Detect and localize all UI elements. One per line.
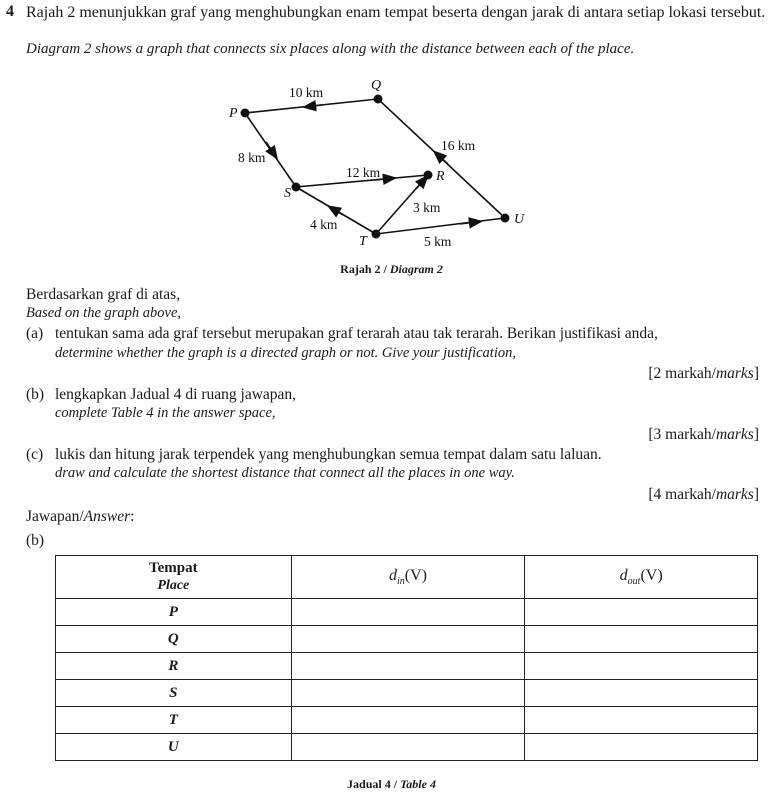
table-header-row — [56, 556, 758, 599]
arrow-t-u — [460, 222, 476, 224]
vertex-r — [424, 171, 433, 180]
arrow-u-q — [438, 155, 448, 164]
vertex-t — [372, 230, 381, 239]
arrow-t-r — [416, 180, 424, 189]
part-a-label: (a) — [26, 325, 44, 342]
cell-din-u[interactable] — [291, 734, 525, 761]
table-caption — [0, 777, 783, 792]
cell-dout-p[interactable] — [525, 599, 758, 626]
diagram-caption — [0, 262, 783, 277]
part-a-english: determine whether the graph is a directed graph or not. Give your justification, — [55, 345, 516, 361]
vertex-label-t: T — [359, 234, 367, 249]
vertex-u — [501, 214, 510, 223]
cell-dout-q[interactable] — [525, 626, 758, 653]
cell-dout-u[interactable] — [525, 734, 758, 761]
table-row — [56, 680, 758, 707]
diagram-caption-malay: Rajah 2 / — [340, 262, 387, 276]
part-c-english: draw and calculate the shortest distance that connect all the places in one way. — [55, 465, 515, 481]
question-text-english: Diagram 2 shows a graph that connects six places along with the distance between each of the place. — [26, 41, 635, 57]
row-place-u: U — [56, 734, 292, 761]
graph-diagram — [0, 0, 783, 260]
cell-din-r[interactable] — [291, 653, 525, 680]
part-b-marks: [3 markah/marks] — [648, 426, 759, 443]
edge-t-u — [376, 218, 505, 234]
part-c-label: (c) — [26, 446, 44, 463]
vertex-label-u: U — [514, 212, 525, 227]
question-text-malay: Rajah 2 menunjukkan graf yang menghubungkan enam tempat beserta dengan jarak di antara setiap lokasi tersebut. — [26, 4, 766, 21]
edge-label-u-q: 16 km — [441, 138, 476, 153]
vertex-label-p: P — [229, 106, 238, 121]
arrow-t-s — [333, 209, 343, 215]
arrow-p-s — [266, 142, 274, 154]
vertex-q — [374, 95, 383, 104]
row-place-s: S — [56, 680, 292, 707]
vertex-p — [241, 109, 250, 118]
vertex-label-q: Q — [371, 78, 382, 93]
row-place-t: T — [56, 707, 292, 734]
intro-english: Based on the graph above, — [26, 305, 182, 321]
table-row — [56, 599, 758, 626]
answer-table — [55, 555, 758, 761]
arrow-q-p — [309, 105, 322, 107]
table-row — [56, 653, 758, 680]
vertex-s — [292, 183, 301, 192]
answer-part-label: (b) — [26, 532, 45, 549]
table-row — [56, 734, 758, 761]
table-caption-english: Table 4 — [400, 777, 436, 791]
row-place-r: R — [56, 653, 292, 680]
cell-din-q[interactable] — [291, 626, 525, 653]
part-b-label: (b) — [26, 386, 45, 403]
edge-label-t-s: 4 km — [310, 217, 338, 232]
cell-dout-r[interactable] — [525, 653, 758, 680]
part-a-marks: [2 markah/marks] — [648, 365, 759, 382]
header-place: Tempat Place — [56, 556, 292, 599]
part-b-english: complete Table 4 in the answer space, — [55, 405, 276, 421]
row-place-q: Q — [56, 626, 292, 653]
row-place-p: P — [56, 599, 292, 626]
vertex-label-s: S — [284, 186, 291, 201]
table-row — [56, 626, 758, 653]
part-a-malay: tentukan sama ada graf tersebut merupakan graf terarah atau tak terarah. Berikan justifikasi anda, — [55, 325, 658, 342]
intro-malay: Berdasarkan graf di atas, — [26, 286, 181, 303]
table-row — [56, 707, 758, 734]
edge-label-p-s: 8 km — [238, 150, 266, 165]
cell-din-p[interactable] — [291, 599, 525, 626]
header-d-out: $d_{out}(V)$ — [525, 556, 758, 599]
part-b-malay: lengkapkan Jadual 4 di ruang jawapan, — [55, 386, 297, 403]
answer-label: Jawapan/Answer: — [26, 508, 135, 525]
cell-din-t[interactable] — [291, 707, 525, 734]
question-number: 4 — [6, 3, 14, 20]
cell-dout-s[interactable] — [525, 680, 758, 707]
edge-label-q-p: 10 km — [289, 85, 324, 100]
edge-label-t-u: 5 km — [424, 234, 452, 249]
header-d-in: $d_{in}(V)$ — [291, 556, 525, 599]
cell-dout-t[interactable] — [525, 707, 758, 734]
part-c-malay: lukis dan hitung jarak terpendek yang menghubungkan semua tempat dalam satu laluan. — [55, 446, 602, 463]
table-caption-malay: Jadual 4 / — [347, 777, 398, 791]
edge-label-s-r: 12 km — [346, 165, 381, 180]
vertex-label-r: R — [436, 169, 445, 184]
edge-label-t-r: 3 km — [413, 200, 441, 215]
diagram-caption-english: Diagram 2 — [389, 262, 443, 276]
cell-din-s[interactable] — [291, 680, 525, 707]
part-c-marks: [4 markah/marks] — [648, 486, 759, 503]
